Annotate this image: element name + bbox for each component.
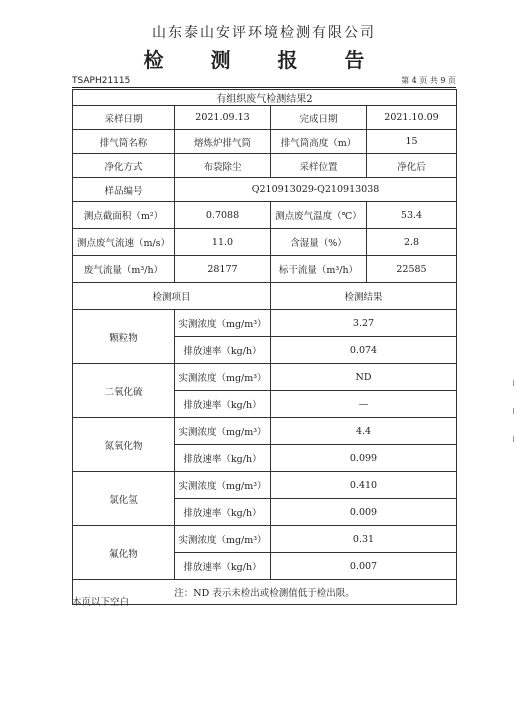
result-value: ND bbox=[271, 364, 457, 391]
measure-value: 2.8 bbox=[367, 229, 457, 256]
info-value: 布袋除尘 bbox=[175, 154, 271, 178]
margin-mark bbox=[513, 380, 514, 386]
parameter-label: 排放速率（kg/h） bbox=[175, 553, 271, 580]
report-title: 检 测 报 告 bbox=[143, 48, 385, 72]
result-value: 3.27 bbox=[271, 310, 457, 337]
measure-value: 11.0 bbox=[175, 229, 271, 256]
results-table bbox=[72, 89, 457, 605]
result-value: 4.4 bbox=[271, 418, 457, 445]
sample-label: 样品编号 bbox=[73, 178, 175, 202]
pollutant-row bbox=[73, 364, 457, 391]
result-value: — bbox=[271, 391, 457, 418]
parameter-label: 实测浓度（mg/m³） bbox=[175, 418, 271, 445]
info-label: 采样日期 bbox=[73, 106, 175, 130]
top-rule bbox=[72, 87, 456, 88]
measure-label: 废气流量（m³/h） bbox=[73, 256, 175, 283]
pollutant-name: 氟化物 bbox=[73, 526, 175, 580]
info-value: 15 bbox=[367, 130, 457, 154]
parameter-label: 排放速率（kg/h） bbox=[175, 445, 271, 472]
parameter-label: 实测浓度（mg/m³） bbox=[175, 364, 271, 391]
pollutant-name: 氮氧化物 bbox=[73, 418, 175, 472]
info-label: 采样位置 bbox=[271, 154, 367, 178]
parameter-label: 排放速率（kg/h） bbox=[175, 499, 271, 526]
measure-label: 测点废气流速（m/s） bbox=[73, 229, 175, 256]
measure-label: 含湿量（%） bbox=[271, 229, 367, 256]
result-value: 0.009 bbox=[271, 499, 457, 526]
measure-label: 测点截面积（m²） bbox=[73, 202, 175, 229]
report-number: TSAPH21115 bbox=[72, 76, 131, 86]
result-value: 0.31 bbox=[271, 526, 457, 553]
info-value: 熔炼炉排气筒 bbox=[175, 130, 271, 154]
measure-value: 0.7088 bbox=[175, 202, 271, 229]
sample-value: Q210913029-Q210913038 bbox=[175, 178, 457, 202]
info-label: 完成日期 bbox=[271, 106, 367, 130]
pollutant-name: 氯化氢 bbox=[73, 472, 175, 526]
column-header-result: 检测结果 bbox=[271, 283, 457, 310]
info-label: 排气筒名称 bbox=[73, 130, 175, 154]
measure-value: 53.4 bbox=[367, 202, 457, 229]
pollutant-row bbox=[73, 310, 457, 337]
table-caption-row bbox=[73, 90, 457, 106]
pollutant-row bbox=[73, 418, 457, 445]
measure-row bbox=[73, 256, 457, 283]
parameter-label: 实测浓度（mg/m³） bbox=[175, 472, 271, 499]
pollutant-row bbox=[73, 526, 457, 553]
pollutant-row bbox=[73, 472, 457, 499]
info-label: 排气筒高度（m） bbox=[271, 130, 367, 154]
blank-below-note: 本页以下空白 bbox=[72, 597, 130, 608]
table-caption: 有组织废气检测结果2 bbox=[73, 90, 457, 106]
margin-mark bbox=[513, 408, 514, 414]
results-header-row bbox=[73, 283, 457, 310]
parameter-label: 排放速率（kg/h） bbox=[175, 337, 271, 364]
pollutant-name: 颗粒物 bbox=[73, 310, 175, 364]
measure-label: 标干流量（m³/h） bbox=[271, 256, 367, 283]
measure-label: 测点废气温度（℃） bbox=[271, 202, 367, 229]
measure-value: 22585 bbox=[367, 256, 457, 283]
result-value: 0.007 bbox=[271, 553, 457, 580]
pollutant-name: 二氧化硫 bbox=[73, 364, 175, 418]
result-value: 0.099 bbox=[271, 445, 457, 472]
info-row bbox=[73, 130, 457, 154]
measure-row bbox=[73, 202, 457, 229]
note-row bbox=[73, 580, 457, 605]
info-row bbox=[73, 154, 457, 178]
margin-mark bbox=[513, 436, 514, 442]
sample-row bbox=[73, 178, 457, 202]
parameter-label: 排放速率（kg/h） bbox=[175, 391, 271, 418]
measure-value: 28177 bbox=[175, 256, 271, 283]
info-value: 2021.09.13 bbox=[175, 106, 271, 130]
page-number: 第 4 页 共 9 页 bbox=[401, 76, 456, 85]
measure-row bbox=[73, 229, 457, 256]
parameter-label: 实测浓度（mg/m³） bbox=[175, 310, 271, 337]
result-value: 0.410 bbox=[271, 472, 457, 499]
result-value: 0.074 bbox=[271, 337, 457, 364]
info-row bbox=[73, 106, 457, 130]
parameter-label: 实测浓度（mg/m³） bbox=[175, 526, 271, 553]
company-name: 山东泰山安评环境检测有限公司 bbox=[152, 25, 376, 41]
info-label: 净化方式 bbox=[73, 154, 175, 178]
info-value: 2021.10.09 bbox=[367, 106, 457, 130]
info-value: 净化后 bbox=[367, 154, 457, 178]
table-note: 注：ND 表示未检出或检测值低于检出限。 bbox=[73, 580, 457, 605]
column-header-item: 检测项目 bbox=[73, 283, 271, 310]
